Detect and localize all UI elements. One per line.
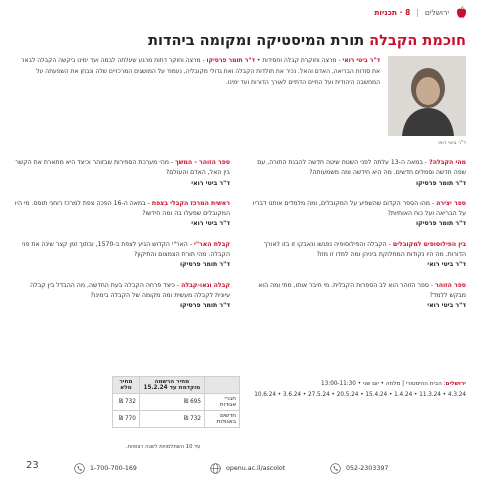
item-title: ראשית המרכז הקבלי בצפת (151, 199, 230, 207)
contact-phone[interactable] (330, 463, 388, 474)
item-title: קבלת האר"י (194, 240, 230, 248)
intro-paragraph (14, 55, 380, 88)
item-text: - במאה ה-13 עלתה לפני השטח שיטה חדשה להבנת התורה, עם שפה חדשה וסמלים חדשים. מה היא חידשה ומה משמעותה? (257, 159, 466, 177)
table-header-cell (204, 377, 239, 394)
apple-icon (455, 6, 468, 19)
title-rest: תורת המיסטיקה ומקומה ביהדות (148, 33, 370, 49)
globe-icon (210, 463, 221, 474)
table-cell: חדשים באגודות (204, 411, 239, 428)
item-title: ספר יצירה (436, 199, 466, 207)
page-title (14, 33, 466, 49)
table-row (113, 411, 240, 428)
item-title: קבלה וגאו-קבלה (181, 281, 230, 289)
item-title: ספר הזוהר - המשך (175, 159, 230, 166)
table-header-row (113, 377, 240, 394)
header-section: 8 · תכניות (374, 7, 411, 17)
item-title: מהי הקבלה? (429, 159, 466, 166)
title-highlight: חוכמת הקבלה (369, 33, 466, 49)
list-item (248, 199, 466, 230)
item-lecturer: ד"ר תומר פרסיקו (180, 302, 230, 310)
item-text: - ספר הזוהר הוא לב הספרות הקבלית. מי חיבר אותו, מתי ומה הוא מבקש ללמד? (258, 281, 466, 299)
table-cell: 732 ₪ (139, 411, 204, 428)
page-number: 23 (26, 460, 39, 471)
table-row (113, 394, 240, 411)
item-lecturer: ד"ר תומר פרסיקו (416, 220, 466, 228)
header-location: ירושלים (424, 7, 449, 17)
phone-2-text: 1-700-700-169 (90, 465, 137, 472)
table-header-cell: מחיר מלא (113, 377, 140, 394)
item-lecturer: ד"ר תומר פרסיקו (416, 179, 466, 187)
schedule-dates: 4.3.24 • 11.3.24 • 1.4.24 • 15.4.24 • 20.5.24 • 27.5.24 • 3.6.24 • 10.6.24 (254, 392, 466, 398)
intro-roles-2: - מרצה וחוקר דתות (154, 57, 207, 64)
table-cell: 770 ₪ (113, 411, 140, 428)
table-cell: חברי אגודות (204, 394, 239, 411)
item-text: - האר"י הקדוש הגיע לצפת ב-1570, ובתוך זמן קצר שינה את פני הקבלה. מהי תורת הצמצום והתיקון? (21, 240, 230, 259)
item-lecturer: ד"ר ביטי רואי (427, 261, 466, 269)
schedule-line-1 (246, 379, 466, 390)
right-column (248, 158, 466, 322)
table-cell: 732 ₪ (113, 394, 140, 411)
item-title: ספר הזוהר (435, 281, 466, 289)
schedule-label: ירושלים (445, 381, 466, 387)
list-item (14, 281, 230, 312)
list-item (248, 158, 466, 189)
price-table (112, 376, 240, 428)
lecturer-portrait (388, 56, 466, 136)
header-separator: | (416, 7, 419, 17)
phone-icon (74, 463, 85, 474)
website-text: openu.ac.il/ascolot (226, 465, 286, 472)
table-header-cell: מחיר הרשמה מוקדמת עד 15.2.24 (139, 377, 204, 394)
portrait-image (388, 56, 466, 136)
phone-text: 052-2303397 (346, 465, 389, 472)
item-lecturer: ד"ר ביטי רואי (191, 179, 230, 187)
list-item (248, 281, 466, 312)
portrait-caption: ד"ר ביטי רואי (437, 140, 466, 146)
header-strip (374, 5, 468, 19)
table-cell: 695 ₪ (139, 394, 204, 411)
item-text: - במאה ה-16 הפכה צפת למרכז רוחני תוסס. מי היו המקובלים שפעלו בה ומה חידשו? (14, 199, 230, 218)
intro-roles: - מרצה וחוקרת קבלה וחסידות • (254, 57, 343, 64)
left-column (14, 158, 230, 322)
item-lecturer: ד"ר ביטי רואי (191, 220, 230, 228)
item-lecturer: ד"ר ביטי רואי (427, 302, 466, 310)
item-lecturer: ד"ר תומר פרסיקו (180, 261, 230, 269)
item-text: - מהי מערכת הספירות שבזוהר וכיצד היא מתארת את הקשר בין האל, האדם והעולם? (15, 159, 230, 177)
phone-icon (330, 463, 341, 474)
list-item (14, 158, 230, 189)
table-note: עד 10 השתלמויות לשנה רצופות. (126, 444, 201, 450)
item-title: בין הפילוסופים למקובלים (392, 240, 466, 248)
contact-website[interactable] (210, 463, 285, 474)
item-text: - כיצד פרחה הקבלה בעת החדשה, מה ההבדל בין קבלה עיונית לקבלה מעשית ומה מקומה של הקבלה בימינו? (30, 281, 230, 299)
schedule-details: : הבית ההיסטורי | מלחה • יום שני • 13:00-11:30 (321, 381, 446, 387)
intro-lecturer: ד"ר ביטי רואי (342, 57, 380, 64)
item-text: - מהו הספר הקדום שהשפיע על המקובלים, ומה מלמדים אותנו דבריו על הבריאה ועל כוח האותיות? (252, 199, 466, 218)
list-item (14, 199, 230, 230)
item-text: - הקבלה והפילוסופיה נפגשו ונאבקו זו בזו לאורך הדורות. מה היו נקודות המחלוקת ביניהן ומה למדו זו מזו? (263, 240, 466, 259)
intro-lecturer-2: ד"ר תומר פרסיקו (206, 57, 255, 64)
intro-text: מרגע שעלתה לבמה ועד ימינו ביקשה הקבלה לבאר את סודות הבריאה, האדם והאל. נכיר את תולדות הקבלה ואת גדולי מקובליה, נעמוד על המושגים המרכזיים שלה ונבחן את השפעתה על המחשבה היהודית ועל החיים הדתיים לאורך הדורות ועד ימינו. (21, 57, 380, 86)
list-item (14, 240, 230, 271)
contact-phone-2[interactable] (74, 463, 137, 474)
list-item (248, 240, 466, 271)
schedule-info (246, 379, 466, 401)
